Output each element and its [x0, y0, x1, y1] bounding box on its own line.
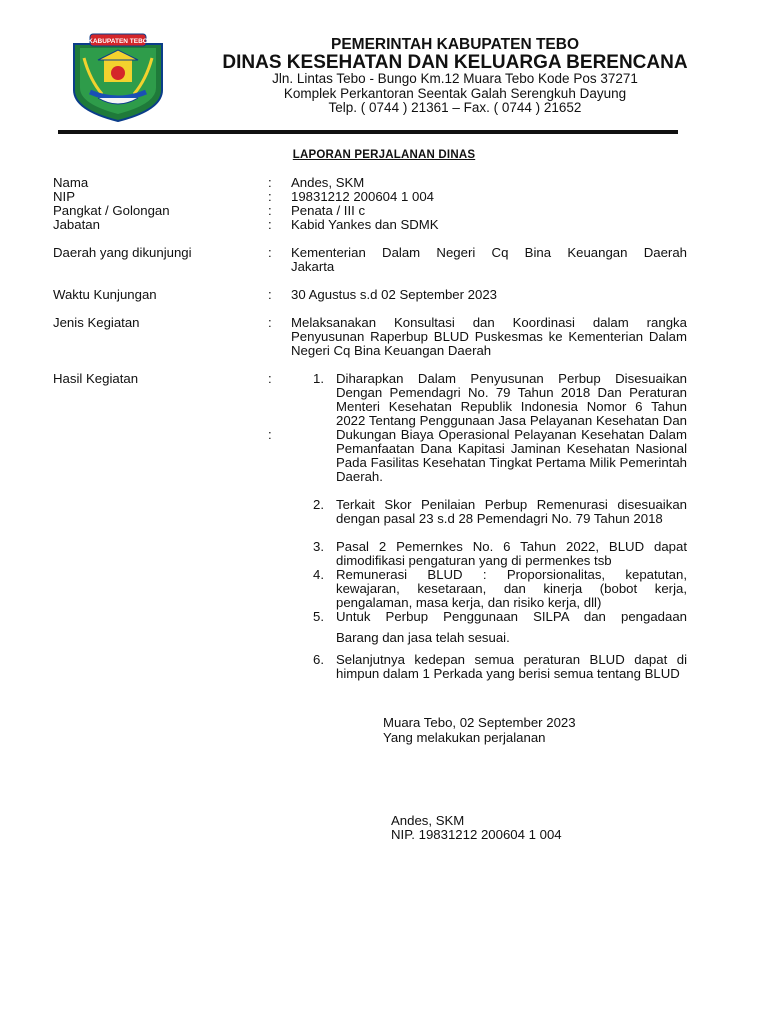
list-item-number: 3. [313, 539, 324, 554]
field-value-jabatan: Kabid Yankes dan SDMK [291, 217, 439, 232]
field-colon: : [268, 217, 272, 232]
regency-emblem-logo [68, 30, 168, 122]
list-item-number: 1. [313, 371, 324, 386]
list-item-number: 6. [313, 652, 324, 667]
list-item-text: Terkait Skor Penilaian Perbup Remenurasi disesuaikan dengan pasal 23 s.d 28 Pemendagri No. 79 Tahun 2018 [336, 497, 687, 526]
field-colon: : [268, 175, 272, 190]
field-colon: : [268, 315, 272, 330]
list-item-text: Pasal 2 Pemernkes No. 6 Tahun 2022, BLUD dapat dimodifikasi pengaturan yang di permenkes tsb [336, 539, 687, 568]
field-label-daerah: Daerah yang dikunjungi [53, 245, 192, 260]
field-colon: : [268, 287, 272, 302]
signatory-nip: NIP. 19831212 200604 1 004 [391, 827, 562, 842]
field-value-pangkat: Penata / III c [291, 203, 366, 218]
field-value-nama: Andes, SKM [291, 175, 365, 190]
department-name: DINAS KESEHATAN DAN KELUARGA BERENCANA [222, 52, 688, 73]
document-title: LAPORAN PERJALANAN DINAS [292, 149, 476, 161]
list-item-number: 2. [313, 497, 324, 512]
list-item-number: 4. [313, 567, 324, 582]
list-item-text: Barang dan jasa telah sesuai. [336, 630, 510, 645]
field-label-pangkat: Pangkat / Golongan [53, 203, 170, 218]
list-item-text: Remunerasi BLUD : Proporsionalitas, kepatutan, kewajaran, kesetaraan, dan kinerja (bobot kerja, pengalaman, masa kerja, dan risiko kerja, dll) [336, 567, 687, 610]
government-name: PEMERINTAH KABUPATEN TEBO [331, 36, 579, 53]
field-value-waktu: 30 Agustus s.d 02 September 2023 [291, 287, 498, 302]
field-label-nama: Nama [53, 175, 89, 190]
list-item-text: Untuk Perbup Penggunaan SILPA dan pengadaan [336, 609, 687, 624]
address-line-2: Komplek Perkantoran Seentak Galah Serengkuh Dayung [283, 86, 627, 101]
phone-fax-line: Telp. ( 0744 ) 21361 – Fax. ( 0744 ) 21652 [328, 100, 582, 115]
field-colon: : [268, 245, 272, 260]
field-colon: : [268, 371, 272, 386]
field-colon: : [268, 203, 272, 218]
signatory-name: Andes, SKM [391, 813, 465, 828]
field-value-daerah-city: Jakarta [291, 259, 335, 274]
field-colon-secondary: : [268, 427, 272, 442]
field-label-jenis: Jenis Kegiatan [53, 315, 140, 330]
field-value-nip: 19831212 200604 1 004 [291, 189, 435, 204]
address-line-1: Jln. Lintas Tebo - Bungo Km.12 Muara Tebo Kode Pos 37271 [272, 71, 638, 86]
field-label-nip: NIP [53, 189, 75, 204]
field-label-jabatan: Jabatan [53, 217, 100, 232]
header-divider [58, 130, 678, 134]
field-colon: : [268, 189, 272, 204]
list-item-text: Selanjutnya kedepan semua peraturan BLUD dapat di himpun dalam 1 Perkada yang berisi semua tentang BLUD [336, 652, 687, 681]
field-label-hasil: Hasil Kegiatan [53, 371, 139, 386]
signature-place-date: Muara Tebo, 02 September 2023 [383, 715, 576, 730]
list-item-number: 5. [313, 609, 324, 624]
list-item-text: Diharapkan Dalam Penyusunan Perbup Disesuaikan Dengan Pemendagri No. 79 Tahun 2018 Dan Peraturan Menteri Kesehatan Republik Indonesia Nomor 6 Tahun 2022 Tentang Penggunaan Jasa Pelayanan Kesehatan Dan Dukungan Biaya Operasional Pelayanan Kesehatan Dalam Pemanfaatan Dana Kapitasi Jaminan Kesehatan Nasional Pada Fasilitas Kesehatan Tingkat Pertama Milik Pemerintah Daerah. [336, 371, 687, 484]
svg-text:KABUPATEN TEBO: KABUPATEN TEBO [88, 38, 148, 45]
field-value-daerah: Kementerian Dalam Negeri Cq Bina Keuangan Daerah [291, 245, 687, 260]
field-label-waktu: Waktu Kunjungan [53, 287, 157, 302]
field-value-jenis: Melaksanakan Konsultasi dan Koordinasi dalam rangka Penyusunan Raperbup BLUD Puskesmas ke Kementerian Dalam Negeri Cq Bina Keuangan Daerah [291, 315, 687, 358]
signature-role: Yang melakukan perjalanan [383, 730, 546, 745]
